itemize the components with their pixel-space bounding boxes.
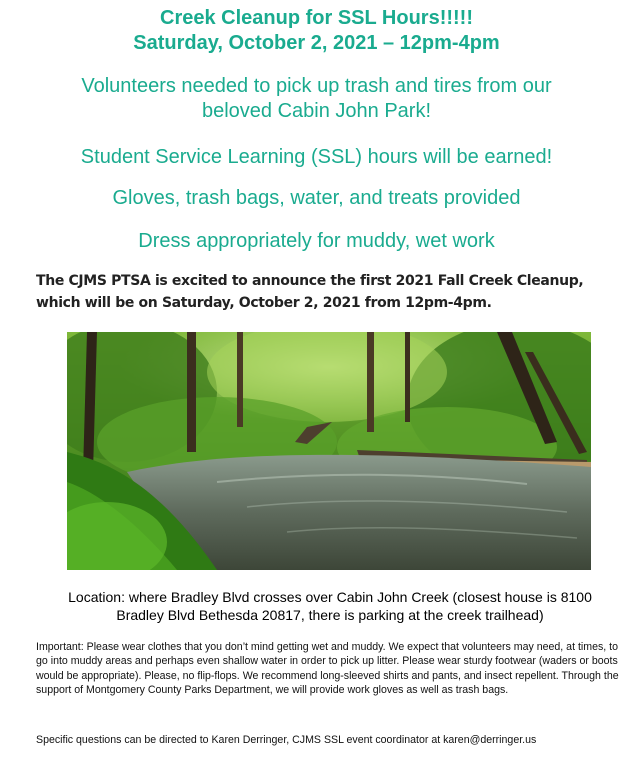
important-notice: Important: Please wear clothes that you don’t mind getting wet and muddy. We expect that volunteers may need, at times, to go into muddy areas and perhaps even shallow water in order to pick up litter. Please wear sturdy footwear (waders or boots would be appropriate). Please, no flip-flops. We recommend long-sleeved shirts and pants, and insect repellent. Through the support of Montgomery County Parks Department, we will provide work gloves as well as trash bags. (36, 641, 619, 696)
creek-photo (67, 332, 591, 570)
supplies-line: Gloves, trash bags, water, and treats provided (112, 187, 521, 209)
volunteers-needed-line2: beloved Cabin John Park! (201, 100, 432, 122)
location-line1: Location: where Bradley Blvd crosses over Cabin John Creek (closest house is 8100 (68, 589, 592, 605)
announcement-paragraph: The CJMS PTSA is excited to announce the first 2021 Fall Creek Cleanup, which will be on Saturday, October 2, 2021 from 12pm-4pm. (36, 273, 584, 311)
location-text (40, 588, 620, 624)
ssl-hours-line: Student Service Learning (SSL) hours will be earned! (80, 146, 553, 168)
contact-info: Specific questions can be directed to Karen Derringer, CJMS SSL event coordinator at karen@derringer.us (36, 734, 537, 746)
flyer-title: Creek Cleanup for SSL Hours!!!!! (160, 7, 473, 29)
dress-line: Dress appropriately for muddy, wet work (138, 230, 495, 252)
location-line2: Bradley Blvd Bethesda 20817, there is parking at the creek trailhead) (116, 607, 544, 623)
volunteers-needed-line1: Volunteers needed to pick up trash and tires from our (81, 75, 552, 97)
event-date-time: Saturday, October 2, 2021 – 12pm-4pm (133, 32, 500, 54)
